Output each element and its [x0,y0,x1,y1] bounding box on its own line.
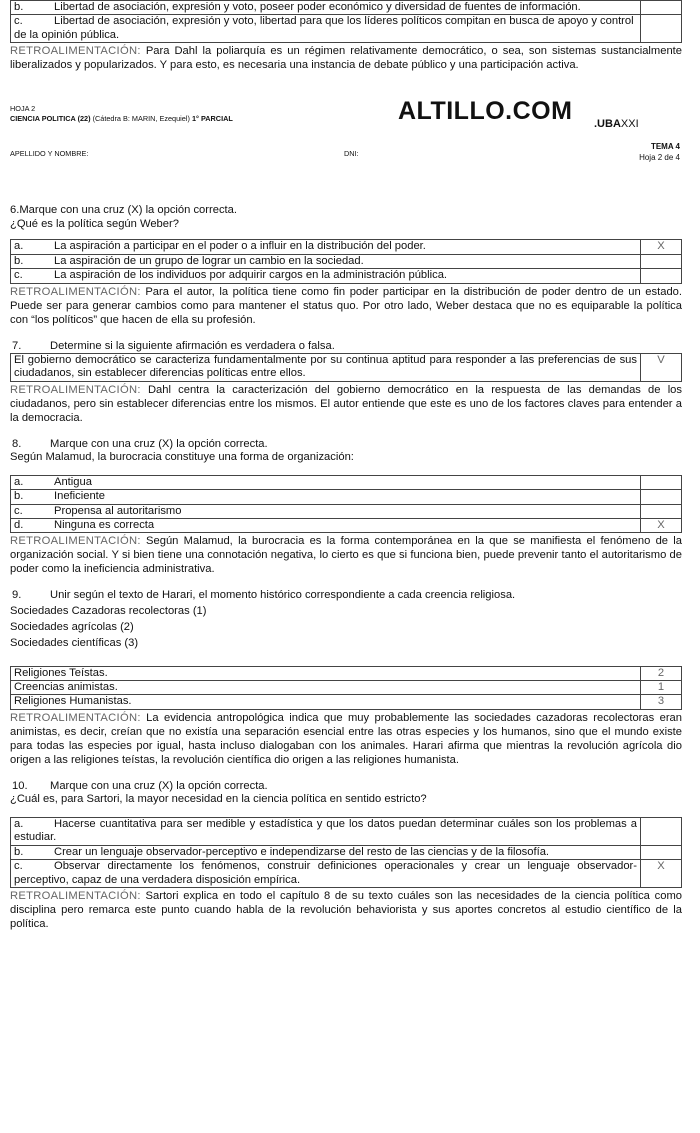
course-line [10,115,233,124]
matching-items [10,603,682,652]
matching-row [11,666,682,680]
answer-cell: 2 [641,666,682,680]
feedback [10,383,682,425]
option-letter: b. [14,1,24,13]
option-text: Propensa al autoritarismo [54,504,182,517]
feedback-text: Dahl centra la caracterización del gobierno democrático en la respuesta de las demandas de los ciudadanos, pero sin establecer diferencias entre los mismos. El autor entiende que este es uno de los factores claves para entender a la democracia. [10,383,682,424]
option-letter: c. [14,15,23,28]
matching-item: Sociedades agrícolas (2) [10,621,134,634]
option-row [11,475,682,489]
name-field-label: APELLIDO Y NOMBRE: [10,149,89,159]
matching-item: Sociedades Cazadoras recolectoras (1) [10,604,207,617]
answer-cell: 3 [641,695,682,709]
feedback [10,711,682,767]
option-text: Libertad de asociación, expresión y voto, libertad para que los líderes políticos compitan en busca de apoyo y control de la opinión pública. [14,15,634,41]
exam-page [10,0,682,931]
answer-cell [641,504,682,518]
uba-logo [594,118,639,131]
option-row [11,504,682,518]
question-instruction: Marque con una cruz (X) la opción correcta. [50,437,268,450]
feedback [10,534,682,576]
answer-cell [641,490,682,504]
question-text: ¿Cuál es, para Sartori, la mayor necesidad en la ciencia política en sentido estricto? [10,793,427,806]
answer-cell [641,15,682,43]
matching-text: Religiones Teístas. [11,666,641,680]
feedback [10,889,682,931]
answer-cell: X [641,240,682,254]
option-row [11,1,682,15]
option-text: Ineficiente [54,490,105,503]
answer-cell: V [641,353,682,381]
matching-text: Creencias animistas. [11,681,641,695]
option-text: La aspiración de los individuos por adquirir cargos en la administración pública. [54,269,448,282]
feedback-label: RETROALIMENTACIÓN: [10,285,141,298]
feedback-label: RETROALIMENTACIÓN: [10,711,141,724]
question-instruction: Marque con una cruz (X) la opción correcta. [50,779,268,792]
option-text: Crear un lenguaje observador-perceptivo e independizarse del resto de las ciencias y de la filosofía. [54,845,550,858]
feedback-text: Según Malamud, la burocracia es la forma contemporánea en la que se manifiesta el fenómeno de la organización social. Y si bien tiene una connotación negativa, lo cierto es que si funciona bien, puede prevenir tanto el autoritarismo de poder como la ineficiencia administrativa. [10,535,682,576]
page-header [10,96,682,196]
matching-row [11,681,682,695]
answer-cell [641,254,682,268]
statement-text: El gobierno democrático se caracteriza fundamentalmente por su continua aptitud para responder a las preferencias de sus ciudadanos, sin establecer diferencias políticas entre ellos. [11,353,641,381]
matching-row [11,695,682,709]
course-chair: (Cátedra B: MARIN, Ezequiel) [92,114,190,124]
question-6 [10,204,682,326]
question-8 [10,438,682,577]
site-logo: ALTILLO.COM [398,97,573,126]
option-row [11,817,682,845]
answer-cell: 1 [641,681,682,695]
question-number: 7. [12,339,22,352]
option-row [11,860,682,888]
question-9 [10,589,682,766]
question-7 [10,340,682,425]
option-letter: b. [14,490,24,503]
question-10 [10,780,682,931]
option-text: La aspiración a participar en el poder o a influir en la distribución del poder. [54,240,426,253]
option-letter: c. [14,504,23,517]
tema-label: TEMA 4 [650,142,680,152]
option-text: Antigua [54,475,92,488]
page-number: Hoja 2 de 4 [639,153,680,163]
feedback-text: Para Dahl la poliarquía es un régimen relativamente democrático, o sea, son sistemas sustancialmente liberalizados y popularizados. Y para esto, es necesaria una instancia de debate público y una participación activa. [10,45,683,72]
option-row [11,845,682,859]
option-letter: b. [14,254,24,267]
feedback-text: Para el autor, la política tiene como fin poder participar en la distribución de poder dentro de un estado. Puede ser para generar cambios como para mantener el status quo. Por otro lado, Weber destaca que no es equiparable la política con “los políticos” que hacen de ella su profesión. [10,285,683,326]
options-table [10,475,682,534]
question-text: Según Malamud, la burocracia constituye una forma de organización: [10,451,354,464]
question-instruction: Determine si la siguiente afirmación es verdadera o falsa. [50,339,335,352]
option-letter: a. [14,475,24,488]
statement-row [11,353,682,381]
feedback [10,285,682,327]
sheet-label: HOJA 2 [10,104,36,114]
answer-cell [641,817,682,845]
option-row [11,269,682,283]
option-row [11,240,682,254]
question-text: ¿Qué es la política según Weber? [10,217,179,230]
feedback-label: RETROALIMENTACIÓN: [10,535,141,548]
option-row [11,254,682,268]
question-number: 9. [12,589,22,602]
question-instruction: Marque con una cruz (X) la opción correcta. [19,204,237,217]
option-letter: c. [14,269,23,282]
option-text: Observar directamente los fenómenos, construir definiciones operacionales y crear un lenguaje observador-perceptivo, capaz de una verdadera disposición empírica. [14,860,637,886]
prev-question-options [10,0,682,43]
question-number: 6. [10,204,20,217]
option-row [11,490,682,504]
feedback-text: La evidencia antropológica indica que muy probablemente las sociedades cazadoras recolectoras eran animistas, es decir, creían que no existía una separación esencial entre las otras especies y los humanos, sino que el mundo existe para todas las especies por igual, hasta incluso dialogaban con los animales. Harari afirma que mientras la revolución agrícola dio origen a las religiones teístas, la revolución científica dio origen a las religiones humanista. [10,711,682,766]
option-letter: a. [14,817,24,830]
answer-cell: X [641,860,682,888]
answer-cell: X [641,519,682,533]
feedback-label: RETROALIMENTACIÓN: [10,889,141,902]
option-letter: b. [14,845,24,858]
option-letter: c. [14,860,23,873]
matching-table [10,666,682,710]
options-table [10,239,682,283]
statement-table [10,353,682,382]
exam-name: 1° PARCIAL [191,114,233,124]
option-text: Libertad de asociación, expresión y voto, poseer poder económico y diversidad de fuentes de información. [54,1,581,13]
question-instruction: Unir según el texto de Harari, el momento histórico correspondiente a cada creencia religiosa. [50,589,516,602]
uba-xxi: XXI [620,118,639,131]
option-text: Hacerse cuantitativa para ser medible y estadística y que los datos puedan determinar cuáles son los problemas a estudiar. [14,817,637,844]
course-name: CIENCIA POLITICA (22) [10,114,91,124]
answer-cell [641,475,682,489]
feedback [10,44,682,72]
dni-field-label: DNI: [344,149,359,159]
option-letter: d. [14,519,24,531]
option-text: La aspiración de un grupo de lograr un cambio en la sociedad. [54,254,364,267]
uba-bold: .UBA [594,118,621,131]
feedback-text: Sartori explica en todo el capítulo 8 de su texto cuáles son las necesidades de la ciencia política como disciplina pero remarca este punto cuando habla de la revolución behaviorista y sus aportes concretos al estudio científico de la política. [10,889,682,930]
question-number: 8. [12,437,22,450]
answer-cell [641,269,682,283]
feedback-label: RETROALIMENTACIÓN: [10,45,141,58]
feedback-label: RETROALIMENTACIÓN: [10,383,141,396]
option-text: Ninguna es correcta [54,519,155,531]
option-letter: a. [14,240,24,253]
matching-text: Religiones Humanistas. [11,695,641,709]
option-row [11,15,682,43]
answer-cell [641,1,682,15]
options-table [10,817,682,888]
answer-cell [641,845,682,859]
question-number: 10. [12,779,28,792]
option-row [11,519,682,533]
matching-item: Sociedades científicas (3) [10,637,139,650]
